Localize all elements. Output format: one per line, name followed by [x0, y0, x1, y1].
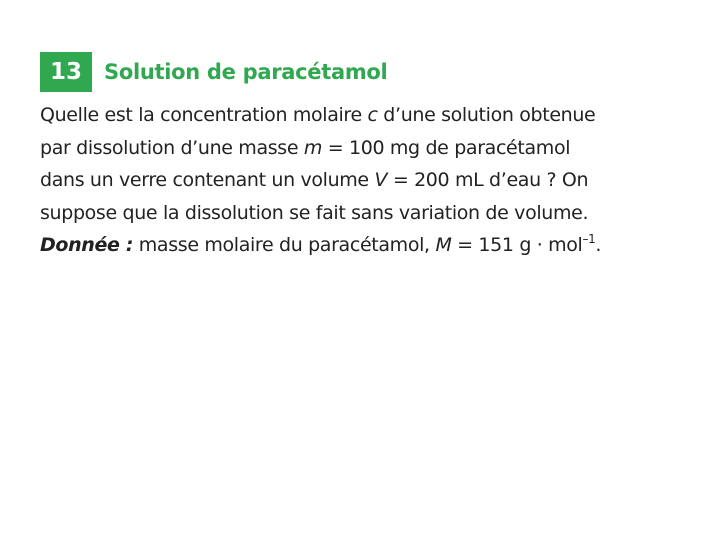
statement-text: dans un verre contenant un volume [40, 169, 375, 191]
exercise-block [40, 52, 680, 262]
variable-v: V [374, 169, 388, 191]
given-data-label: Donnée : [40, 234, 134, 256]
statement-line-2 [40, 132, 680, 165]
statement-text: Quelle est la concentration molaire [40, 104, 368, 126]
exercise-header [40, 52, 680, 92]
given-data-text: masse molaire du paracétamol, [133, 234, 436, 256]
variable-c: c [367, 104, 378, 126]
exercise-statement [40, 99, 680, 262]
statement-line-4 [40, 197, 680, 230]
statement-text: par dissolution d’une masse [40, 136, 304, 159]
statement-text: = 200 mL d’eau ? On [387, 169, 589, 191]
statement-text: suppose que la dissolution se fait sans variation de volume. [40, 201, 589, 224]
given-data-line [40, 229, 680, 262]
exercise-number-badge: 13 [40, 52, 92, 92]
statement-line-1 [40, 99, 680, 132]
exercise-title: Solution de paracétamol [104, 60, 388, 84]
statement-line-3 [40, 164, 680, 197]
statement-text: = 100 mg de paracétamol [322, 136, 571, 159]
molar-mass-value: = 151 g · mol [451, 234, 583, 256]
unit-exponent: –1 [582, 232, 596, 246]
statement-text: d’une solution obtenue [377, 104, 596, 126]
variable-M: M [435, 234, 452, 256]
final-period: . [595, 234, 602, 256]
variable-m: m [303, 136, 323, 159]
